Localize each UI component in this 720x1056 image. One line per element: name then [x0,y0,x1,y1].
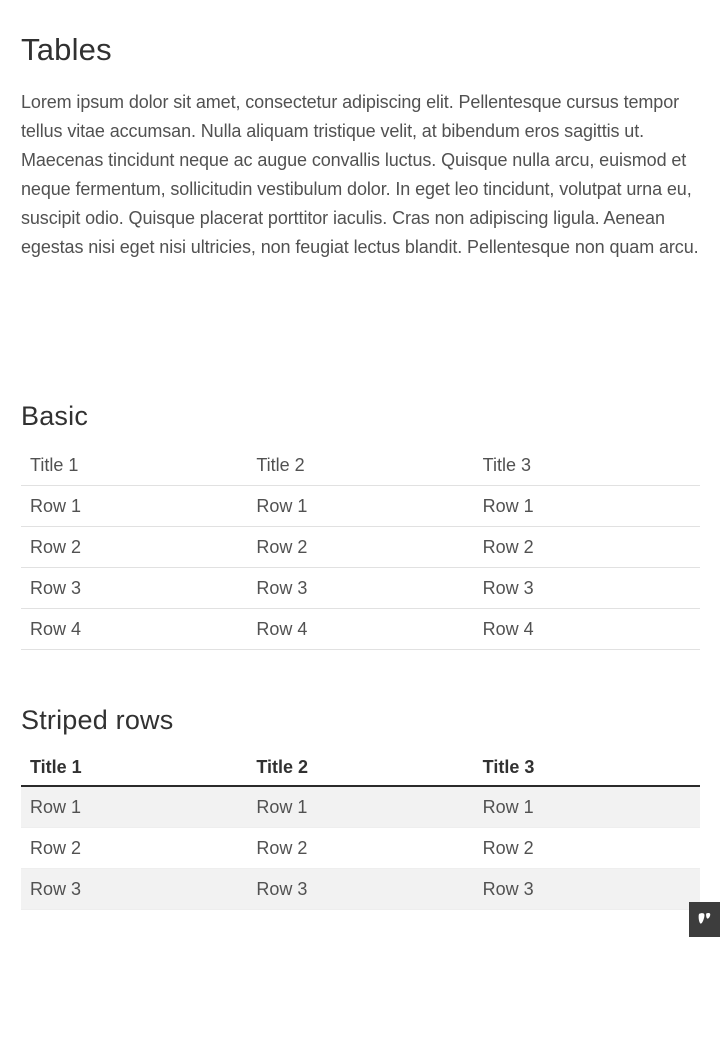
table-cell: Row 1 [474,486,700,527]
page-title: Tables [21,32,112,67]
table-cell: Row 1 [21,486,247,527]
table-cell: Row 2 [474,527,700,568]
table-row [21,828,700,869]
table-cell: Row 2 [21,527,247,568]
table-row [21,527,700,568]
table-cell: Row 4 [21,609,247,650]
table-row [21,869,700,910]
section-heading-basic: Basic [21,401,89,431]
admin-panel-toggle[interactable] [689,902,720,937]
table-row [21,786,700,828]
table-header-cell: Title 1 [21,445,247,486]
table-cell: Row 3 [247,568,473,609]
basic-table [21,445,700,650]
page-content [0,32,720,910]
table-cell: Row 2 [474,828,700,869]
section-heading-striped: Striped rows [21,705,174,735]
table-cell: Row 4 [247,609,473,650]
table-header-cell: Title 3 [474,445,700,486]
intro-paragraph: Lorem ipsum dolor sit amet, consectetur adipiscing elit. Pellentesque cursus tempor tellus vitae accumsan. Nulla aliquam tristique velit, at bibendum eros sagittis ut. Maecenas tincidunt neque ac augue convallis luctus. Quisque nulla arcu, euismod et neque fermentum, sollicitudin vestibulum dolor. In eget leo tincidunt, volutpat urna eu, suscipit odio. Quisque placerat porttitor iaculis. Cras non adipiscing ligula. Aenean egestas nisi eget nisi ultricies, non feugiat lectus blandit. Pellentesque non quam arcu. [21,92,699,257]
table-cell: Row 1 [247,786,473,828]
table-cell: Row 1 [21,786,247,828]
table-row [21,568,700,609]
table-header-row [21,445,700,486]
table-header-cell: Title 2 [247,445,473,486]
table-cell: Row 3 [474,869,700,910]
table-cell: Row 2 [247,828,473,869]
table-cell: Row 2 [247,527,473,568]
table-cell: Row 4 [474,609,700,650]
table-cell: Row 1 [247,486,473,527]
table-row [21,609,700,650]
table-header-cell: Title 3 [474,749,700,786]
typo3-logo-icon [696,911,713,928]
table-header-cell: Title 1 [21,749,247,786]
table-cell: Row 3 [21,869,247,910]
table-cell: Row 2 [21,828,247,869]
table-cell: Row 3 [474,568,700,609]
table-cell: Row 3 [247,869,473,910]
striped-table [21,749,700,910]
table-header-row [21,749,700,786]
table-cell: Row 3 [21,568,247,609]
table-row [21,486,700,527]
table-header-cell: Title 2 [247,749,473,786]
table-cell: Row 1 [474,786,700,828]
